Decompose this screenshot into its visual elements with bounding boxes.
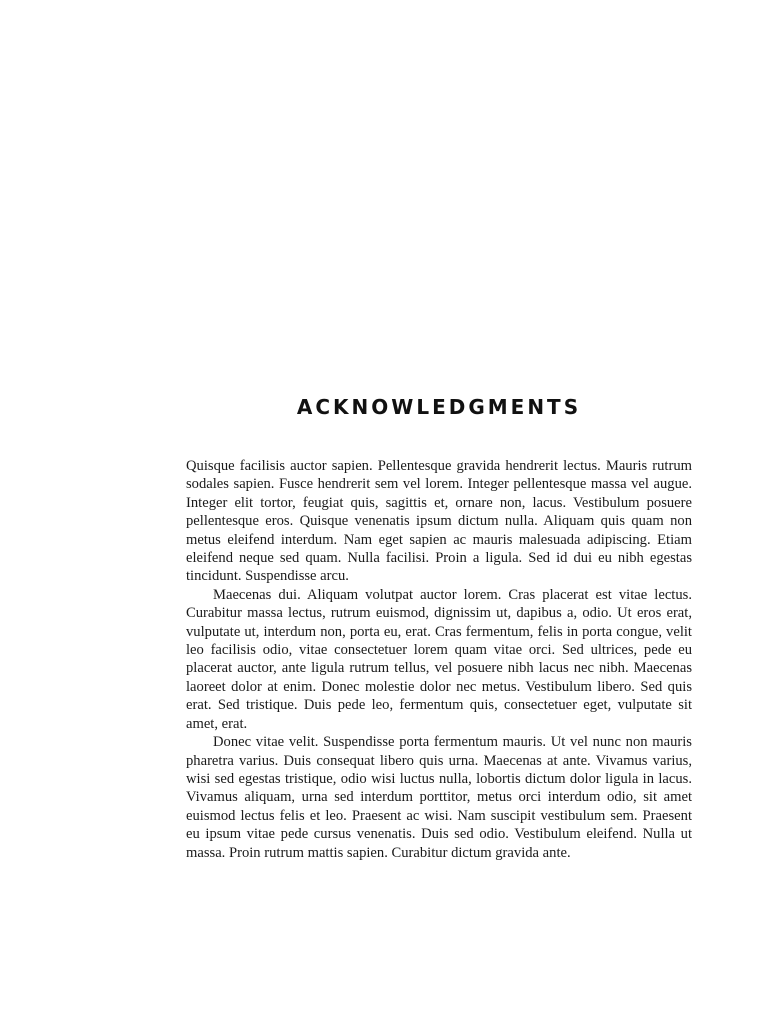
page-title: ACKNOWLEDGMENTS [296, 395, 582, 419]
paragraph: Maecenas dui. Aliquam volutpat auctor lorem. Cras placerat est vitae lectus. Curabitur massa lectus, rutrum euismod, dignissim ut, dapibus a, odio. Ut eros erat, vulputate ut, interdum non, porta eu, erat. Cras fermentum, felis in porta congue, velit leo facilisis odio, vitae consectetuer lorem quam vitae orci. Sed ultrices, pede eu placerat auctor, ante ligula rutrum tellus, vel posuere nibh lacus nec nibh. Maecenas laoreet dolor at enim. Donec molestie dolor nec metus. Vestibulum libero. Sed quis erat. Sed tristique. Duis pede leo, fermentum quis, consectetuer eget, vulputate sit amet, erat. [186, 586, 692, 732]
paragraph: Donec vitae velit. Suspendisse porta fermentum mauris. Ut vel nunc non mauris pharetra varius. Duis consequat libero quis urna. Maecenas at ante. Vivamus varius, wisi sed egestas tristique, odio wisi luctus nulla, lobortis dictum dolor ligula in lacus. Vivamus aliquam, urna sed interdum porttitor, metus orci interdum odio, sit amet euismod lectus felis et leo. Praesent ac wisi. Nam suscipit vestibulum sem. Praesent eu ipsum vitae pede cursus venenatis. Duis sed odio. Vestibulum eleifend. Nulla ut massa. Proin rutrum mattis sapien. Curabitur dictum gravida ante. [186, 734, 692, 861]
paragraph: Quisque facilisis auctor sapien. Pellentesque gravida hendrerit lectus. Mauris rutrum sodales sapien. Fusce hendrerit sem vel lorem. Integer pellentesque massa vel augue. Integer elit tortor, feugiat quis, sagittis et, ornare non, lacus. Vestibulum posuere pellentesque eros. Quisque venenatis ipsum dictum nulla. Aliquam quis quam non metus eleifend interdum. Nam eget sapien ac mauris malesuada adipiscing. Etiam eleifend neque sed quam. Nulla facilisi. Proin a ligula. Sed id dui eu nibh egestas tincidunt. Suspendisse arcu. [186, 458, 692, 585]
acknowledgments-body [186, 457, 692, 862]
